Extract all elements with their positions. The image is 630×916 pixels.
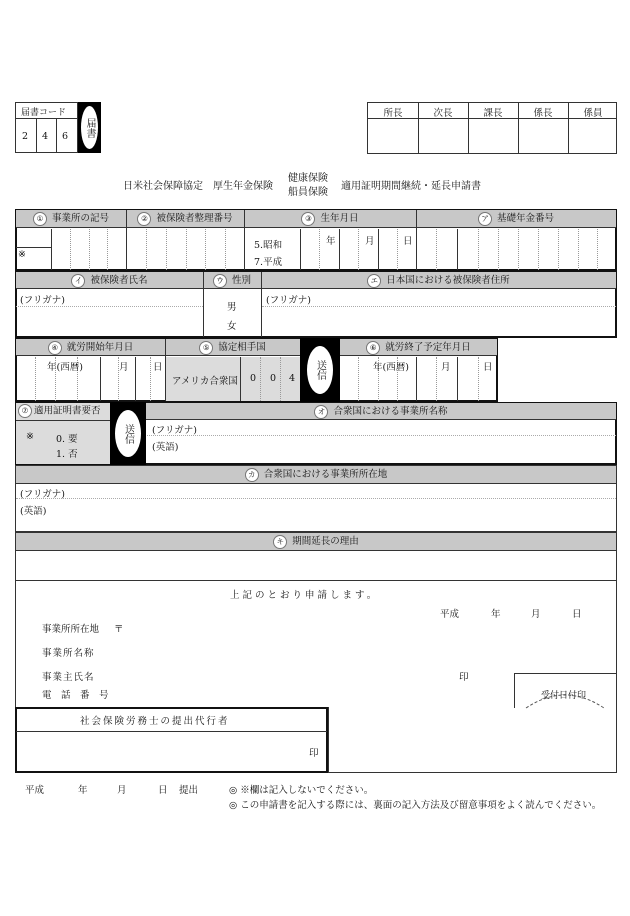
era-heisei: 7.平成 (254, 257, 283, 268)
us-office-address-header: カ 合衆国における事業所所在地 (16, 466, 616, 483)
japan-address-header: エ 日本国における被保険者住所 (261, 272, 616, 289)
partner-country-value: アメリカ合衆国 (172, 376, 238, 387)
apply-date-month: 月 (531, 609, 541, 620)
title-mid-bottom: 船員保険 (288, 187, 328, 198)
footer-year: 年 (78, 785, 88, 796)
work-start-year: 年(西暦) (47, 362, 83, 373)
work-end-day: 日 (483, 362, 493, 373)
basic-pension-header: ア 基礎年金番号 (416, 210, 616, 227)
us-office-english: (英語) (152, 442, 179, 453)
us-office-name-header: オ 合衆国における事業所名称 (146, 403, 616, 420)
approval-col-section-chief: 課長 (483, 108, 503, 119)
work-end-month: 月 (441, 362, 451, 373)
doc-code-digit-3: 6 (62, 131, 69, 142)
row1-official-mark: ※ (18, 249, 26, 260)
country-code-digit-3: 4 (289, 373, 296, 384)
owner-seal: 印 (459, 672, 469, 683)
footer-month: 月 (117, 785, 127, 796)
footer-era: 平成 (25, 785, 45, 796)
birthdate-header: ③ 生年月日 (244, 210, 416, 227)
apply-date-day: 日 (572, 609, 582, 620)
gender-header: ウ 性別 (203, 272, 261, 289)
doc-type-badge: 届書 (78, 102, 101, 153)
doc-code-digit-2: 4 (42, 131, 49, 142)
agent-label: 社会保険労務士の提出代行者 (80, 716, 230, 727)
apply-date-year: 年 (491, 609, 501, 620)
work-start-header: ④ 就労開始年月日 (16, 339, 165, 356)
us-address-english: (英語) (20, 506, 47, 517)
office-code-header: ① 事業所の記号 (16, 210, 126, 227)
apply-statement: 上記のとおり申請します。 (230, 590, 380, 601)
reception-stamp-arc-icon (522, 690, 608, 712)
country-code-digit-2: 0 (270, 373, 277, 384)
doc-code-box (15, 102, 78, 153)
page-title: 適用証明期間継続・延長申請書 (341, 181, 481, 192)
approval-col-deputy: 次長 (433, 108, 453, 119)
partner-country-header: ⑤ 協定相手国 (165, 339, 300, 356)
footer-submit: 提出 (179, 785, 199, 796)
title-left: 日米社会保障協定 厚生年金保険 (123, 181, 273, 192)
approval-col-subsection-chief: 係長 (533, 108, 553, 119)
insured-name-header: イ 被保険者氏名 (16, 272, 203, 289)
phone-label: 電 話 番 号 (42, 690, 109, 701)
work-start-day: 日 (153, 362, 163, 373)
office-address-label: 事業所所在地 (42, 624, 100, 635)
send-badge-row3: 送信 (300, 338, 340, 402)
reception-stamp-label: 受付日付印 (541, 691, 587, 701)
cert-need-mark: ※ (26, 431, 34, 442)
cert-need-option-yes[interactable]: 0. 要 (56, 434, 78, 445)
work-start-month: 月 (119, 362, 129, 373)
address-furigana: (フリガナ) (266, 295, 311, 306)
approval-table (367, 102, 617, 154)
owner-name-label: 事業主氏名 (42, 672, 95, 683)
gender-male[interactable]: 男 (227, 302, 237, 313)
title-mid-top: 健康保険 (288, 173, 328, 184)
work-end-year: 年(西暦) (373, 362, 409, 373)
extension-reason-header: キ 期間延長の理由 (16, 533, 616, 550)
era-showa: 5.昭和 (254, 240, 283, 251)
birth-year-label: 年 (326, 236, 336, 247)
apply-date-era: 平成 (440, 609, 460, 620)
cert-need-header: ⑦ 適用証明書要否 (18, 404, 101, 419)
insured-number-header: ② 被保険者整理番号 (126, 210, 244, 227)
send-badge-row4: 送信 (110, 402, 146, 465)
us-address-furigana: (フリガナ) (20, 489, 65, 500)
birth-day-label: 日 (403, 236, 413, 247)
work-end-header: ⑥ 就労終了予定年月日 (340, 339, 497, 356)
gender-female[interactable]: 女 (227, 321, 237, 332)
doc-code-digit-1: 2 (22, 131, 29, 142)
agent-seal: 印 (309, 748, 319, 759)
cert-need-option-no[interactable]: 1. 否 (56, 449, 78, 460)
birth-month-label: 月 (365, 236, 375, 247)
postal-mark: 〒 (114, 624, 124, 635)
footer-note-1: ◎ ※欄は記入しないでください。 (229, 785, 374, 796)
approval-col-staff: 係員 (583, 108, 603, 119)
approval-col-director: 所長 (383, 108, 403, 119)
insured-name-furigana: (フリガナ) (20, 295, 65, 306)
office-name-label: 事業所名称 (42, 648, 95, 659)
country-code-digit-1: 0 (250, 373, 257, 384)
doc-code-label: 届書コード (21, 108, 67, 118)
us-office-furigana: (フリガナ) (152, 425, 197, 436)
footer-note-2: ◎ この申請書を記入する際には、裏面の記入方法及び留意事項をよく読んでください。 (229, 800, 602, 811)
footer-day: 日 (158, 785, 168, 796)
